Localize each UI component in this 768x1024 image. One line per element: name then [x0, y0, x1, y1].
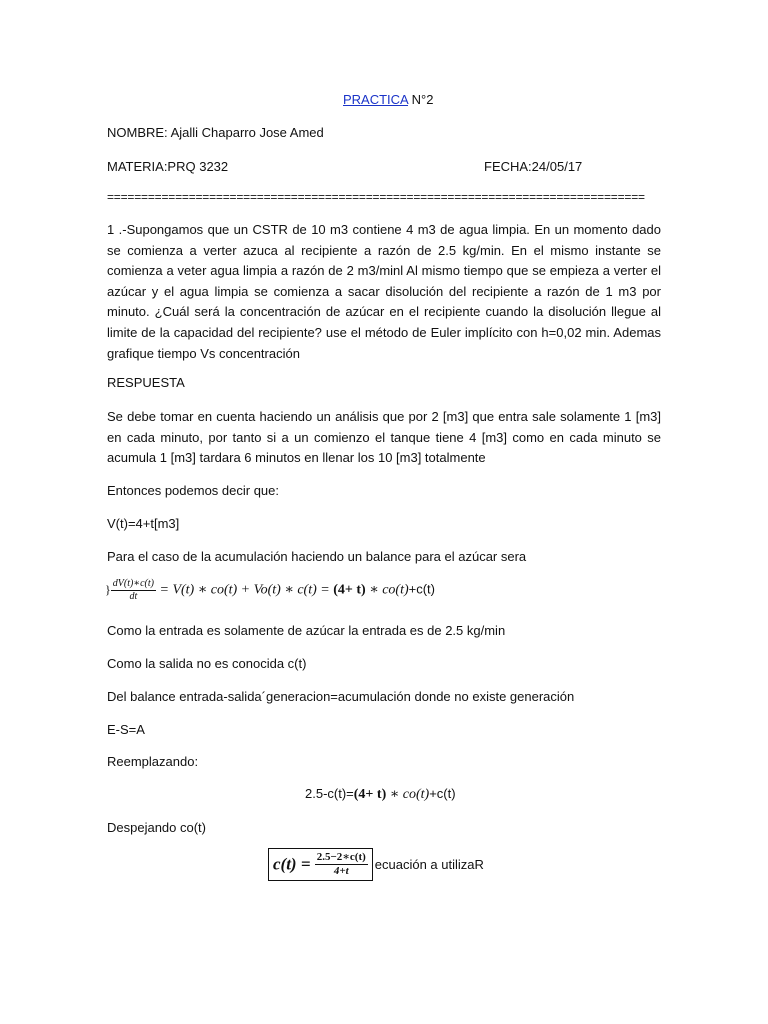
answer-paragraph: Se debe tomar en cuenta haciendo un análisis que por 2 [m3] que entra sale solamente 1 [m3] en cada minuto, por tanto si a un comienzo el tanque tiene 4 [m3] como en cada minuto se acumula 1 [m3] tardara 6 minutos en llenar los 10 [m3] totalmente: [107, 409, 661, 466]
replacement-equation: [305, 786, 456, 803]
final-equation-box: [268, 848, 373, 881]
final-denominator: 4+t: [333, 865, 349, 877]
replacement-b: (4+ t): [353, 787, 387, 802]
entonces-line: Entonces podemos decir que:: [107, 483, 279, 498]
balance-statement: Del balance entrada-salida´generacion=acumulación donde no existe generación: [107, 689, 575, 704]
esa-line: E-S=A: [107, 722, 145, 737]
title-number: N°2: [408, 92, 434, 107]
replacement-d: +c(t): [429, 786, 456, 801]
final-equation: [268, 848, 484, 881]
balance-numerator: dV(t)∗c(t): [112, 578, 154, 589]
balance-lead: }: [105, 582, 111, 597]
practica-link[interactable]: PRACTICA: [343, 92, 409, 107]
despejando-line: Despejando co(t): [107, 820, 206, 835]
separator-line: ===============================================================================: [107, 190, 645, 204]
equation-note: ecuación a utilizaR: [374, 856, 484, 872]
student-name: NOMBRE: Ajalli Chaparro Jose Amed: [107, 125, 324, 140]
entrada-line: Como la entrada es solamente de azúcar la entrada es de 2.5 kg/min: [107, 623, 506, 638]
balance-rhs-d: +c(t): [408, 581, 436, 597]
subject: MATERIA:PRQ 3232: [107, 159, 229, 174]
date: FECHA:24/05/17: [484, 159, 583, 174]
balance-denominator: dt: [129, 591, 138, 602]
reemplazando-line: Reemplazando:: [107, 754, 199, 769]
balance-intro: Para el caso de la acumulación haciendo un balance para el azúcar sera: [107, 549, 527, 564]
final-fraction: [315, 851, 368, 878]
balance-rhs-b: (4+ t): [333, 582, 366, 598]
balance-equation: [105, 578, 435, 603]
balance-rhs-a: = V(t) ∗ co(t) + Vo(t) ∗ c(t) =: [156, 582, 334, 598]
final-numerator: 2.5−2∗c(t): [316, 851, 366, 863]
answer-heading: RESPUESTA: [107, 375, 185, 390]
salida-line: Como la salida no es conocida c(t): [107, 656, 307, 671]
balance-rhs-c: ∗ co(t): [365, 582, 409, 598]
balance-fraction: [111, 578, 156, 603]
replacement-a: 2.5-c(t)=: [305, 786, 354, 801]
volume-equation: V(t)=4+t[m3]: [107, 516, 180, 531]
final-lhs: c(t) =: [273, 854, 315, 874]
problem-statement: 1 .-Supongamos que un CSTR de 10 m3 contiene 4 m3 de agua limpia. En un momento dado se comienza a verter azuca al recipiente a razón de 2.5 kg/min. En el mismo instante se comienza a veter agua limpia a razón de 2 m3/minl Al mismo tiempo que se empieza a verter el azúcar y el agua limpia se comienza a sacar disolución del recipiente a razón de 1 m3 por minuto. ¿Cuál será la concentración de azúcar en el recipiente cuando la disolución llegue al limite de la capacidad del recipiente? use el método de Euler implícito con h=0,02 min. Ademas grafique tiempo Vs concentración: [107, 222, 661, 361]
document-title: [343, 92, 433, 107]
replacement-c: ∗ co(t): [386, 787, 430, 802]
